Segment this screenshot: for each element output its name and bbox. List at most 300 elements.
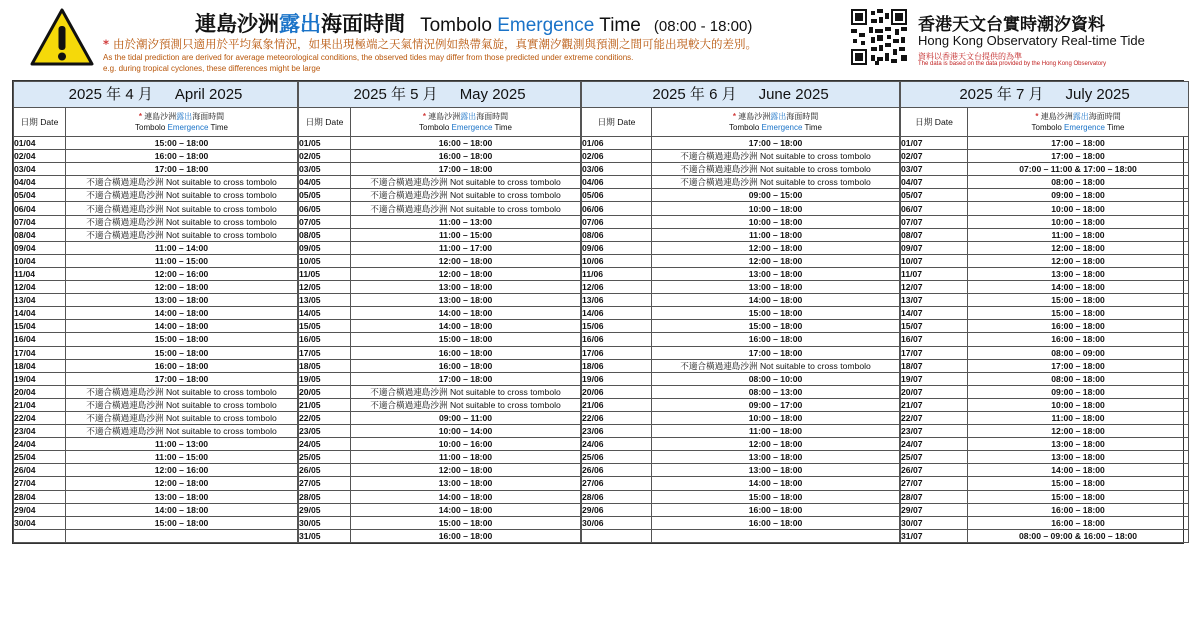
time-cell: 11:00 – 18:00	[968, 228, 1189, 241]
table-row	[299, 438, 581, 451]
date-cell: 08/07	[901, 228, 968, 241]
time-cell: 16:00 – 18:00	[351, 150, 581, 163]
time-cell: 11:00 – 18:00	[968, 411, 1189, 424]
table-row	[582, 281, 900, 294]
table-row	[14, 398, 298, 411]
time-cell: 13:00 – 18:00	[351, 294, 581, 307]
table-row	[901, 281, 1189, 294]
date-cell: 24/04	[14, 438, 66, 451]
date-cell: 05/07	[901, 189, 968, 202]
date-cell: 06/07	[901, 202, 968, 215]
date-cell: 20/05	[299, 385, 351, 398]
not-suitable-cell: 不適合橫過連島沙洲 Not suitable to cross tombolo	[66, 176, 298, 189]
date-cell: 13/04	[14, 294, 66, 307]
not-suitable-cell: 不適合橫過連島沙洲 Not suitable to cross tombolo	[652, 176, 900, 189]
table-row	[582, 176, 900, 189]
table-row	[299, 254, 581, 267]
time-cell: 11:00 – 18:00	[351, 451, 581, 464]
time-cell: 14:00 – 18:00	[351, 503, 581, 516]
time-cell: 13:00 – 18:00	[968, 438, 1189, 451]
table-row	[582, 254, 900, 267]
date-cell: 03/06	[582, 163, 652, 176]
date-cell: 21/07	[901, 398, 968, 411]
date-cell: 18/05	[299, 359, 351, 372]
table-row	[14, 267, 298, 280]
date-column-header: 日期 Date	[901, 108, 968, 137]
time-cell: 16:00 – 18:00	[652, 333, 900, 346]
month-table	[13, 81, 298, 543]
table-row	[14, 137, 298, 150]
hko-title-en: Hong Kong Observatory Real-time Tide	[918, 33, 1145, 48]
date-cell: 02/07	[901, 150, 968, 163]
date-cell: 04/04	[14, 176, 66, 189]
time-cell: 12:00 – 18:00	[968, 241, 1189, 254]
table-row	[14, 228, 298, 241]
time-cell: 16:00 – 18:00	[66, 359, 298, 372]
time-cell: 17:00 – 18:00	[66, 163, 298, 176]
time-cell: 14:00 – 18:00	[968, 281, 1189, 294]
date-cell: 30/05	[299, 516, 351, 529]
table-row	[299, 215, 581, 228]
date-cell	[582, 529, 652, 542]
date-cell: 20/06	[582, 385, 652, 398]
date-cell: 31/05	[299, 529, 351, 542]
disclaimer-en-line1: As the tidal prediction are derived for average meteorological conditions, the observed tides may differ from those predicted under extreme conditions.	[103, 53, 634, 62]
time-cell: 15:00 – 18:00	[66, 333, 298, 346]
date-cell: 22/04	[14, 411, 66, 424]
time-cell: 08:00 – 09:00	[968, 346, 1189, 359]
time-cell: 16:00 – 18:00	[351, 346, 581, 359]
table-row	[14, 189, 298, 202]
table-row	[901, 464, 1189, 477]
date-cell: 16/05	[299, 333, 351, 346]
table-row	[582, 163, 900, 176]
table-row	[299, 477, 581, 490]
date-cell: 24/07	[901, 438, 968, 451]
date-cell: 07/04	[14, 215, 66, 228]
time-cell: 11:00 – 17:00	[351, 241, 581, 254]
date-cell: 10/06	[582, 254, 652, 267]
table-row	[14, 490, 298, 503]
date-cell: 05/05	[299, 189, 351, 202]
table-row	[901, 307, 1189, 320]
date-cell: 25/06	[582, 451, 652, 464]
date-cell: 05/06	[582, 189, 652, 202]
date-cell: 14/04	[14, 307, 66, 320]
time-cell: 08:00 – 18:00	[968, 372, 1189, 385]
time-cell: 10:00 – 18:00	[968, 202, 1189, 215]
date-cell: 11/05	[299, 267, 351, 280]
time-cell: 13:00 – 18:00	[652, 451, 900, 464]
date-cell: 12/05	[299, 281, 351, 294]
date-cell: 07/07	[901, 215, 968, 228]
disclaimer-zh: * 由於潮汐預測只適用於平均氣象情況，如果出現極端之天氣情況例如熱帶氣旋，真實潮汐觀測與預測之間可能出現較大的差別。	[103, 37, 758, 51]
time-cell: 15:00 – 18:00	[351, 516, 581, 529]
date-cell: 27/06	[582, 477, 652, 490]
date-cell: 27/07	[901, 477, 968, 490]
date-cell: 17/07	[901, 346, 968, 359]
date-cell: 23/05	[299, 425, 351, 438]
time-cell: 16:00 – 18:00	[968, 320, 1189, 333]
not-suitable-cell: 不適合橫過連島沙洲 Not suitable to cross tombolo	[66, 411, 298, 424]
table-row	[14, 372, 298, 385]
table-row	[901, 529, 1189, 542]
table-row	[14, 451, 298, 464]
time-cell	[66, 529, 298, 542]
date-cell: 01/06	[582, 137, 652, 150]
time-column-header: * 連島沙洲露出海面時間 Tombolo Emergence Time	[66, 108, 298, 137]
time-cell: 15:00 – 18:00	[66, 346, 298, 359]
time-cell: 14:00 – 18:00	[66, 320, 298, 333]
time-cell: 12:00 – 18:00	[968, 425, 1189, 438]
table-row	[582, 425, 900, 438]
time-cell: 13:00 – 18:00	[652, 281, 900, 294]
date-cell: 01/05	[299, 137, 351, 150]
time-cell: 13:00 – 18:00	[968, 267, 1189, 280]
table-row	[299, 411, 581, 424]
date-cell: 28/07	[901, 490, 968, 503]
not-suitable-cell: 不適合橫過連島沙洲 Not suitable to cross tombolo	[351, 398, 581, 411]
table-row	[299, 163, 581, 176]
not-suitable-cell: 不適合橫過連島沙洲 Not suitable to cross tombolo	[351, 189, 581, 202]
date-cell: 11/06	[582, 267, 652, 280]
date-cell: 29/05	[299, 503, 351, 516]
time-cell: 11:00 – 15:00	[66, 254, 298, 267]
not-suitable-cell: 不適合橫過連島沙洲 Not suitable to cross tombolo	[66, 398, 298, 411]
time-cell: 17:00 – 18:00	[351, 163, 581, 176]
table-row	[14, 254, 298, 267]
table-row	[14, 333, 298, 346]
table-row	[299, 333, 581, 346]
time-cell: 12:00 – 18:00	[66, 477, 298, 490]
month-table	[298, 81, 581, 543]
time-cell: 14:00 – 18:00	[351, 307, 581, 320]
date-cell: 15/05	[299, 320, 351, 333]
date-cell: 02/04	[14, 150, 66, 163]
table-row	[901, 398, 1189, 411]
time-cell: 10:00 – 18:00	[652, 202, 900, 215]
date-cell: 17/06	[582, 346, 652, 359]
date-cell: 11/07	[901, 267, 968, 280]
table-row	[901, 163, 1189, 176]
table-row	[14, 346, 298, 359]
table-row	[901, 372, 1189, 385]
date-cell: 29/06	[582, 503, 652, 516]
time-cell: 09:00 – 18:00	[968, 189, 1189, 202]
date-cell: 15/04	[14, 320, 66, 333]
table-row	[299, 228, 581, 241]
table-row	[299, 451, 581, 464]
date-cell: 22/06	[582, 411, 652, 424]
table-row	[582, 228, 900, 241]
date-cell: 17/05	[299, 346, 351, 359]
date-cell: 10/05	[299, 254, 351, 267]
date-cell: 14/05	[299, 307, 351, 320]
date-cell: 14/07	[901, 307, 968, 320]
table-row	[14, 438, 298, 451]
table-row	[901, 189, 1189, 202]
time-cell: 13:00 – 18:00	[968, 451, 1189, 464]
time-cell: 08:00 – 18:00	[968, 176, 1189, 189]
not-suitable-cell: 不適合橫過連島沙洲 Not suitable to cross tombolo	[652, 150, 900, 163]
date-cell: 17/04	[14, 346, 66, 359]
table-row	[582, 385, 900, 398]
time-cell: 12:00 – 18:00	[351, 267, 581, 280]
time-cell: 16:00 – 18:00	[968, 503, 1189, 516]
time-cell: 15:00 – 18:00	[968, 477, 1189, 490]
table-row	[299, 529, 581, 542]
table-row	[14, 411, 298, 424]
page-header	[0, 0, 1200, 78]
date-cell: 16/07	[901, 333, 968, 346]
date-cell: 25/07	[901, 451, 968, 464]
table-row	[582, 307, 900, 320]
table-row	[901, 516, 1189, 529]
time-cell: 11:00 – 13:00	[351, 215, 581, 228]
time-cell: 10:00 – 18:00	[652, 411, 900, 424]
table-row	[901, 215, 1189, 228]
date-cell: 22/05	[299, 411, 351, 424]
table-row	[901, 150, 1189, 163]
not-suitable-cell: 不適合橫過連島沙洲 Not suitable to cross tombolo	[66, 425, 298, 438]
table-row	[14, 294, 298, 307]
time-cell: 14:00 – 18:00	[652, 477, 900, 490]
table-row	[299, 320, 581, 333]
date-cell: 23/06	[582, 425, 652, 438]
table-row	[901, 438, 1189, 451]
table-row	[299, 346, 581, 359]
time-cell: 13:00 – 18:00	[66, 294, 298, 307]
date-cell: 30/04	[14, 516, 66, 529]
month-header: 2025 年 7 月 July 2025	[901, 82, 1189, 108]
date-cell: 21/06	[582, 398, 652, 411]
title-en: Tombolo Emergence Time	[420, 15, 641, 36]
table-row	[582, 464, 900, 477]
time-cell: 15:00 – 18:00	[66, 516, 298, 529]
date-cell: 18/04	[14, 359, 66, 372]
date-cell: 26/06	[582, 464, 652, 477]
date-cell: 26/05	[299, 464, 351, 477]
table-row	[299, 202, 581, 215]
date-cell: 15/07	[901, 320, 968, 333]
table-row	[901, 451, 1189, 464]
date-cell: 02/05	[299, 150, 351, 163]
time-cell: 16:00 – 18:00	[652, 516, 900, 529]
time-cell: 09:00 – 15:00	[652, 189, 900, 202]
date-cell: 26/04	[14, 464, 66, 477]
time-cell: 08:00 – 09:00 & 16:00 – 18:00	[968, 529, 1189, 542]
time-cell: 15:00 – 18:00	[968, 307, 1189, 320]
not-suitable-cell: 不適合橫過連島沙洲 Not suitable to cross tombolo	[351, 176, 581, 189]
table-row	[901, 294, 1189, 307]
table-row	[299, 307, 581, 320]
date-cell: 24/06	[582, 438, 652, 451]
table-row	[14, 281, 298, 294]
table-row	[582, 202, 900, 215]
time-cell: 17:00 – 18:00	[66, 372, 298, 385]
table-row	[582, 503, 900, 516]
table-row	[582, 438, 900, 451]
month-header: 2025 年 4 月 April 2025	[14, 82, 298, 108]
time-column-header: * 連島沙洲露出海面時間 Tombolo Emergence Time	[968, 108, 1189, 137]
time-cell: 16:00 – 18:00	[652, 503, 900, 516]
date-cell: 05/04	[14, 189, 66, 202]
not-suitable-cell: 不適合橫過連島沙洲 Not suitable to cross tombolo	[351, 202, 581, 215]
date-cell: 27/05	[299, 477, 351, 490]
date-cell	[14, 529, 66, 542]
date-cell: 09/07	[901, 241, 968, 254]
time-cell: 13:00 – 18:00	[351, 281, 581, 294]
table-row	[901, 228, 1189, 241]
table-row	[901, 503, 1189, 516]
table-row	[582, 215, 900, 228]
time-cell: 13:00 – 18:00	[66, 490, 298, 503]
not-suitable-cell: 不適合橫過連島沙洲 Not suitable to cross tombolo	[66, 385, 298, 398]
table-row	[299, 503, 581, 516]
time-cell: 12:00 – 18:00	[66, 281, 298, 294]
table-row	[901, 411, 1189, 424]
table-row	[299, 372, 581, 385]
table-row	[14, 163, 298, 176]
date-cell: 24/05	[299, 438, 351, 451]
date-cell: 19/07	[901, 372, 968, 385]
time-cell: 12:00 – 18:00	[652, 241, 900, 254]
time-cell: 14:00 – 18:00	[66, 307, 298, 320]
date-cell: 21/05	[299, 398, 351, 411]
date-cell: 20/07	[901, 385, 968, 398]
date-cell: 09/05	[299, 241, 351, 254]
time-cell: 14:00 – 18:00	[351, 320, 581, 333]
not-suitable-cell: 不適合橫過連島沙洲 Not suitable to cross tombolo	[66, 202, 298, 215]
qr-code-icon[interactable]	[851, 9, 907, 65]
time-cell: 11:00 – 15:00	[351, 228, 581, 241]
date-cell: 30/06	[582, 516, 652, 529]
table-row	[582, 372, 900, 385]
date-cell: 09/04	[14, 241, 66, 254]
time-cell: 17:00 – 18:00	[968, 150, 1189, 163]
time-cell: 17:00 – 18:00	[652, 346, 900, 359]
time-cell: 11:00 – 13:00	[66, 438, 298, 451]
date-cell: 10/04	[14, 254, 66, 267]
table-row	[582, 294, 900, 307]
time-cell: 09:00 – 11:00	[351, 411, 581, 424]
table-row	[14, 529, 298, 542]
table-row	[582, 477, 900, 490]
date-cell: 09/06	[582, 241, 652, 254]
date-cell: 04/07	[901, 176, 968, 189]
table-row	[901, 241, 1189, 254]
date-cell: 13/06	[582, 294, 652, 307]
time-cell: 15:00 – 18:00	[652, 490, 900, 503]
table-row	[14, 150, 298, 163]
date-cell: 06/06	[582, 202, 652, 215]
time-cell: 10:00 – 18:00	[968, 398, 1189, 411]
table-row	[582, 516, 900, 529]
table-row	[582, 359, 900, 372]
table-row	[299, 490, 581, 503]
table-row	[299, 425, 581, 438]
time-cell: 16:00 – 18:00	[351, 529, 581, 542]
time-cell: 12:00 – 18:00	[351, 464, 581, 477]
table-row	[901, 176, 1189, 189]
table-row	[299, 385, 581, 398]
table-row	[14, 241, 298, 254]
table-row	[14, 477, 298, 490]
date-cell: 19/05	[299, 372, 351, 385]
time-cell: 16:00 – 18:00	[66, 150, 298, 163]
time-cell	[652, 529, 900, 542]
month-table	[900, 81, 1189, 543]
date-cell: 15/06	[582, 320, 652, 333]
table-row	[901, 477, 1189, 490]
date-cell: 13/07	[901, 294, 968, 307]
date-cell: 20/04	[14, 385, 66, 398]
not-suitable-cell: 不適合橫過連島沙洲 Not suitable to cross tombolo	[652, 163, 900, 176]
time-cell: 15:00 – 18:00	[66, 137, 298, 150]
date-cell: 29/07	[901, 503, 968, 516]
month-header: 2025 年 5 月 May 2025	[299, 82, 581, 108]
time-cell: 15:00 – 18:00	[968, 294, 1189, 307]
date-cell: 03/07	[901, 163, 968, 176]
table-row	[14, 385, 298, 398]
table-row	[901, 137, 1189, 150]
hko-source-en: The data is based on the data provided by the Hong Kong Observatory	[918, 61, 1107, 67]
date-cell: 11/04	[14, 267, 66, 280]
time-cell: 17:00 – 18:00	[968, 359, 1189, 372]
table-row	[299, 359, 581, 372]
time-cell: 12:00 – 18:00	[351, 254, 581, 267]
table-row	[582, 189, 900, 202]
time-cell: 15:00 – 18:00	[351, 333, 581, 346]
table-row	[14, 320, 298, 333]
date-cell: 07/06	[582, 215, 652, 228]
table-row	[14, 503, 298, 516]
date-cell: 13/05	[299, 294, 351, 307]
time-cell: 16:00 – 18:00	[351, 137, 581, 150]
time-cell: 15:00 – 18:00	[652, 307, 900, 320]
table-row	[299, 464, 581, 477]
title-time-range: (08:00 - 18:00)	[653, 18, 753, 35]
date-cell: 01/04	[14, 137, 66, 150]
table-row	[901, 490, 1189, 503]
time-cell: 14:00 – 18:00	[652, 294, 900, 307]
disclaimer-en-line2: e.g. during tropical cyclones, these differences might be large	[103, 64, 321, 73]
time-cell: 13:00 – 18:00	[652, 267, 900, 280]
not-suitable-cell: 不適合橫過連島沙洲 Not suitable to cross tombolo	[66, 215, 298, 228]
date-cell: 31/07	[901, 529, 968, 542]
time-cell: 10:00 – 18:00	[968, 215, 1189, 228]
table-row	[901, 320, 1189, 333]
date-cell: 19/06	[582, 372, 652, 385]
time-cell: 14:00 – 18:00	[66, 503, 298, 516]
table-row	[14, 215, 298, 228]
time-cell: 12:00 – 16:00	[66, 464, 298, 477]
table-row	[582, 241, 900, 254]
table-row	[14, 202, 298, 215]
time-cell: 14:00 – 18:00	[968, 464, 1189, 477]
date-cell: 27/04	[14, 477, 66, 490]
date-cell: 19/04	[14, 372, 66, 385]
time-cell: 11:00 – 14:00	[66, 241, 298, 254]
time-cell: 13:00 – 18:00	[351, 477, 581, 490]
table-row	[901, 425, 1189, 438]
table-row	[582, 137, 900, 150]
table-row	[299, 267, 581, 280]
date-column-header: 日期 Date	[14, 108, 66, 137]
not-suitable-cell: 不適合橫過連島沙洲 Not suitable to cross tombolo	[351, 385, 581, 398]
table-row	[901, 202, 1189, 215]
date-cell: 22/07	[901, 411, 968, 424]
